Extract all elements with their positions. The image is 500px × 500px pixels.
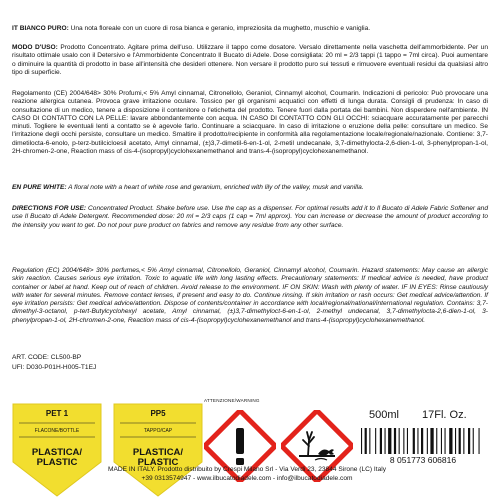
barcode-bar: [436, 428, 437, 454]
recycling-badge-cap: [112, 402, 204, 498]
barcode-bar: [445, 428, 446, 454]
manufacturer-address: MADE IN ITALY. Prodotto distribuito by Crespi Milano Srl - Via Verdi 23, 23844 Sirone (LC) Italy: [107, 466, 387, 473]
barcode: [357, 428, 489, 464]
barcode-bar: [399, 428, 400, 454]
barcode-bar: [449, 428, 452, 454]
italian-usage-text: Prodotto Concentrato. Agitare prima dell'uso. Utilizzare il tappo come dosatore. Versalo direttamente nella vaschetta dell'ammorbidente. Per un risultato ottimale usalo con il Detersivo e l'Ammorbidente Concentrato Il Bucato di Adele. Dose consigliata: 20 ml = 2/3 tappi (1 tappo = 7ml circa). Puoi aumentare o diminuire la quantità di prodotto in base all'intensità che desideri ottenere. Non versare il prodotto puro sui tessuti e rimuovere eventuali residui da qualsiasi altro tipo di superficie.: [12, 44, 488, 76]
recycling-material-bottle: PLASTICA/ PLASTIC: [31, 447, 83, 468]
barcode-bar: [430, 428, 433, 454]
english-usage-instructions: [12, 205, 488, 230]
barcode-bar: [473, 428, 474, 454]
barcode-bar: [413, 428, 415, 454]
italian-fragrance-name: IT BIANCO PURO:: [12, 25, 69, 32]
recycling-part-bottle: FLACONE/BOTTLE: [34, 428, 80, 434]
barcode-bar: [375, 428, 376, 454]
italian-usage-heading: MODO D'USO:: [12, 44, 58, 51]
volume-floz: 17Fl. Oz.: [422, 409, 467, 421]
volume-ml: 500ml: [369, 409, 399, 421]
recycling-badge-bottle: [11, 402, 103, 498]
manufacturer-contacts: +39 0313574947 - www.ilbucatodiadele.com - info@ilbucatodiadele.com: [141, 474, 353, 482]
recycling-code-bottle: PET 1: [45, 409, 69, 418]
barcode-bar: [365, 428, 367, 454]
barcode-bar: [463, 428, 464, 454]
ufi-code: UFI: D030-P01H-H005-T1EJ: [12, 364, 97, 371]
barcode-bar: [361, 428, 362, 454]
english-fragrance-name: EN PURE WHITE:: [12, 184, 67, 191]
barcode-bar: [455, 428, 456, 454]
recycling-code-cap: PP5: [150, 409, 166, 418]
barcode-bar: [407, 428, 408, 454]
italian-fragrance-description: [12, 25, 488, 33]
barcode-bar: [369, 428, 370, 454]
barcode-bars: [361, 428, 480, 454]
barcode-bar: [459, 428, 461, 454]
barcode-bar: [441, 428, 442, 454]
barcode-bar: [468, 428, 470, 454]
barcode-bar: [388, 428, 391, 454]
italian-fragrance-text: Una nota floreale con un cuore di rosa bianca e geranio, impreziosita da mughetto, muschio e vaniglia.: [68, 25, 371, 32]
barcode-bar: [385, 428, 386, 454]
barcode-bar: [417, 428, 418, 454]
english-fragrance-text: A floral note with a heart of white rose and geranium, enriched with lily of the valley, musk and vanilla.: [66, 184, 364, 191]
barcode-bar: [421, 428, 423, 454]
english-fragrance-description: [12, 184, 488, 192]
manufacturer-footer: [22, 466, 472, 483]
barcode-bar: [427, 428, 428, 454]
barcode-bar: [394, 428, 396, 454]
barcode-bar: [403, 428, 404, 454]
italian-usage-instructions: [12, 44, 488, 77]
english-usage-heading: DIRECTIONS FOR USE:: [12, 205, 87, 212]
product-codes: [12, 353, 488, 373]
barcode-bar: [479, 428, 480, 454]
recycling-part-cap: TAPPO/CAP: [143, 428, 173, 434]
barcode-bar: [380, 428, 382, 454]
english-usage-text: Concentrated Product. Shake before use. Use the cap as a dispenser. For optimal results add it to Il Bucato di Adele Fabric Softener and use Il Bucato di Adele Detergent. Recommended dose: 20 ml = 2/3 caps (1 cap = 7ml approx). You can increase or decrease the amount of product according to the intensity you want to get. Do not pour pure product on fabrics and remove any residue from any other surface.: [12, 205, 488, 229]
recycling-material-cap: PLASTICA/ PLASTIC: [132, 447, 184, 468]
article-code: ART. CODE: CL500-BP: [12, 354, 82, 361]
warning-label: ATTENZIONE/WARNING: [204, 398, 260, 403]
barcode-number: 8 051773 606816: [389, 455, 457, 464]
english-regulation-text: Regulation (EC) 2004/648> 30% perfumes,< 5% Amyl cinnamal, Citronellolo, Geraniol, Cinnamyl alcohol, Coumarin. Hazard statements: May cause an allergic skin reaction. Causes serious eye irritation. Toxic to aquatic life with long lasting effects. Precautionary statements: If medical advice is needed, have product container or label at hand. Keep out of reach of children. Avoid release to the environment. IF ON SKIN: Wash with plenty of water. IF IN EYES: Rinse cautiously with water for several minutes. Remove contact lenses, if present and easy to do. Continue rinsing. If skin irritation or rash occurs: Get medical advice/attention. If eye irritation persists: Get medical advice/attention. Dispose of contents/container in accordance with local/regional/national/international regulation. Contains: 3,7-dimethyl-3-octanol, p-tert-Butylcyclohexyl acetate, Amyl cinnamal, (±)3,7-dimethyloct-6-en-1-ol, 2-methyl undecanal, 3,7-dimethylocta-2,6-dien-1-ol, 3-phenylpropan-1-ol, 2H-chromen-2-one, Reaction mass of cis-4-(isopropyl)cyclohexanemethanol and trans-4-(isopropyl)cyclohexanemethanol.: [12, 267, 488, 324]
italian-regulation-text: Regolamento (CE) 2004/648> 30% Profumi,< 5% Amyl cinnamal, Citronellolo, Geraniol, Cinnamyl alcohol, Coumarin. Indicazioni di pericolo: Può provocare una reazione allergica cutanea. Provoca grave irritazione oculare. Tossico per gli organismi acquatici con effetti di lunga durata. Consigli di prudenza: In caso di consultazione di un medico, tenere a disposizione il contenitore o l'etichetta del prodotto. Tenere fuori dalla portata dei bambini. Non disperdere nell'ambiente. IN CASO DI CONTATTO CON LA PELLE: lavare abbondantemente con acqua. IN CASO DI CONTATTO CON GLI OCCHI: sciacquare accuratamente per parecchi minuti. Togliere le eventuali lenti a contatto se è agevole farlo. Continuare a sciacquare. In caso di irritazione o eruzione della pelle: consultare un medico. Se l'irritazione degli occhi persiste, consultare un medico. Smaltire il prodotto/recipiente in conformità alla regolamentazione locale/regionale/nazionale. Contiene: 3,7-dimetilocta-6-enolo, p-terz-butilcicloesil acetato, Amyl cinnamal, (±)3,7-dimetil-6-en-1-ol, 2-metil undecanale, 3,7-dimethylocta-2,6-dien-1-ol, 3-phenylpropan-1-ol, 2H-chromen-2-one, Reaction mass of cis-4-(isopropyl)cyclohexanemethanol and trans-4-(isopropyl)cyclohexanemethanol.: [12, 90, 488, 156]
